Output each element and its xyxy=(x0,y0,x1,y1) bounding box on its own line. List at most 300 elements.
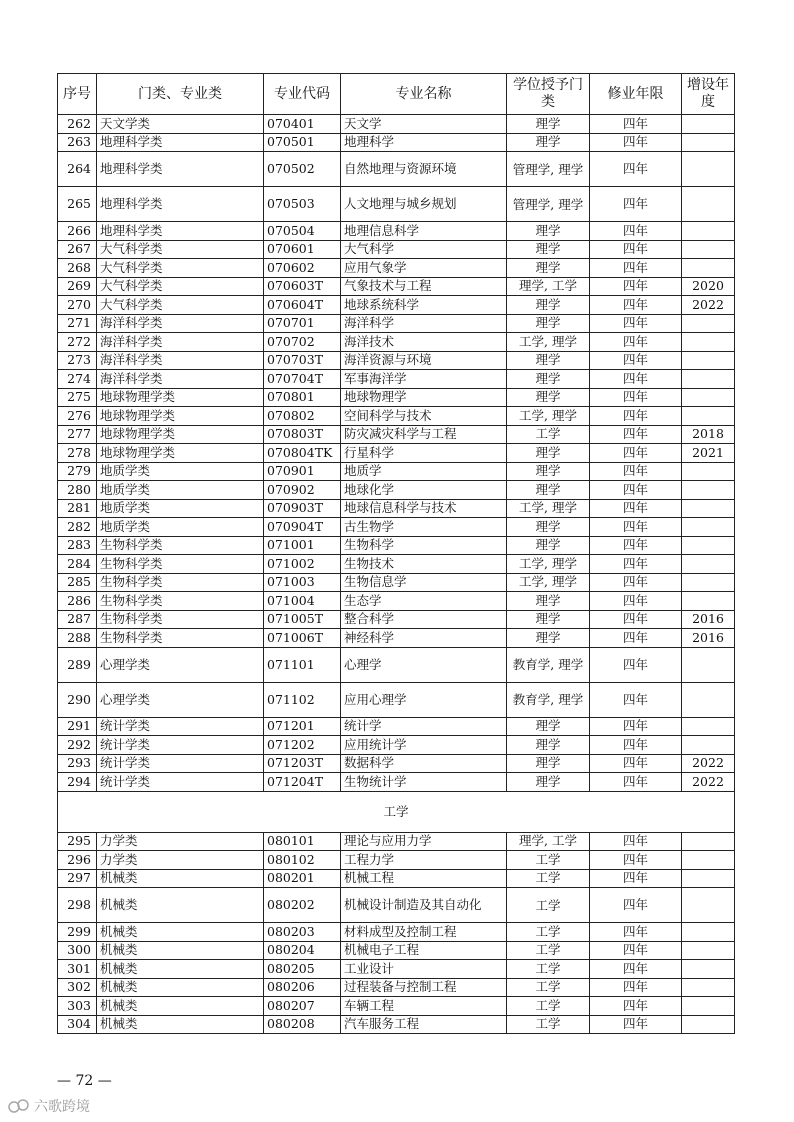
row-category: 统计学类 xyxy=(97,754,264,773)
row-code: 080205 xyxy=(264,960,341,979)
row-years: 四年 xyxy=(590,187,682,222)
row-major-name: 统计学 xyxy=(341,717,507,736)
table-row xyxy=(58,629,735,648)
row-added-year xyxy=(682,314,735,333)
row-number: 279 xyxy=(58,462,97,481)
row-added-year xyxy=(682,518,735,537)
table-row xyxy=(58,481,735,500)
row-category: 大气科学类 xyxy=(97,296,264,315)
row-major-name: 材料成型及控制工程 xyxy=(341,923,507,942)
row-category: 生物科学类 xyxy=(97,555,264,574)
section-title: 工学 xyxy=(58,791,735,832)
row-degree: 理学 xyxy=(507,462,590,481)
row-major-name: 生物统计学 xyxy=(341,773,507,792)
row-category: 地理科学类 xyxy=(97,222,264,241)
row-years: 四年 xyxy=(590,941,682,960)
row-code: 080102 xyxy=(264,851,341,870)
table-row xyxy=(58,773,735,792)
row-degree: 理学 xyxy=(507,717,590,736)
row-years: 四年 xyxy=(590,832,682,851)
header-degree: 学位授予门类 xyxy=(507,74,590,115)
row-years: 四年 xyxy=(590,333,682,352)
row-added-year xyxy=(682,869,735,888)
row-major-name: 汽车服务工程 xyxy=(341,1015,507,1034)
row-major-name: 生物技术 xyxy=(341,555,507,574)
row-degree: 管理学, 理学 xyxy=(507,152,590,187)
row-number: 278 xyxy=(58,444,97,463)
table-row xyxy=(58,888,735,923)
row-major-name: 应用气象学 xyxy=(341,259,507,278)
row-major-name: 防灾减灾科学与工程 xyxy=(341,425,507,444)
row-code: 070901 xyxy=(264,462,341,481)
row-added-year: 2016 xyxy=(682,610,735,629)
row-code: 070702 xyxy=(264,333,341,352)
header-category: 门类、专业类 xyxy=(97,74,264,115)
row-category: 地质学类 xyxy=(97,518,264,537)
row-years: 四年 xyxy=(590,133,682,152)
table-row xyxy=(58,555,735,574)
row-years: 四年 xyxy=(590,296,682,315)
row-number: 267 xyxy=(58,240,97,259)
table-row xyxy=(58,869,735,888)
row-major-name: 古生物学 xyxy=(341,518,507,537)
table-row xyxy=(58,222,735,241)
row-major-name: 机械电子工程 xyxy=(341,941,507,960)
row-degree: 理学 xyxy=(507,592,590,611)
row-degree: 工学 xyxy=(507,978,590,997)
table-row xyxy=(58,997,735,1016)
row-category: 力学类 xyxy=(97,851,264,870)
row-code: 070804TK xyxy=(264,444,341,463)
row-code: 070501 xyxy=(264,133,341,152)
row-category: 生物科学类 xyxy=(97,536,264,555)
row-category: 机械类 xyxy=(97,978,264,997)
row-major-name: 军事海洋学 xyxy=(341,370,507,389)
row-number: 301 xyxy=(58,960,97,979)
row-number: 265 xyxy=(58,187,97,222)
row-number: 291 xyxy=(58,717,97,736)
row-degree: 理学 xyxy=(507,518,590,537)
row-major-name: 地球物理学 xyxy=(341,388,507,407)
watermark-logo-icon xyxy=(8,1098,30,1114)
table-row xyxy=(58,499,735,518)
table-row xyxy=(58,923,735,942)
row-years: 四年 xyxy=(590,610,682,629)
row-code: 070603T xyxy=(264,277,341,296)
row-category: 机械类 xyxy=(97,960,264,979)
row-category: 机械类 xyxy=(97,869,264,888)
row-degree: 理学 xyxy=(507,240,590,259)
row-years: 四年 xyxy=(590,259,682,278)
row-years: 四年 xyxy=(590,444,682,463)
row-added-year xyxy=(682,717,735,736)
row-added-year xyxy=(682,888,735,923)
row-number: 281 xyxy=(58,499,97,518)
row-number: 282 xyxy=(58,518,97,537)
row-number: 273 xyxy=(58,351,97,370)
row-number: 298 xyxy=(58,888,97,923)
row-major-name: 工程力学 xyxy=(341,851,507,870)
row-major-name: 机械工程 xyxy=(341,869,507,888)
row-added-year xyxy=(682,115,735,134)
row-code: 071004 xyxy=(264,592,341,611)
row-added-year: 2020 xyxy=(682,277,735,296)
row-degree: 理学 xyxy=(507,296,590,315)
table-row xyxy=(58,573,735,592)
row-degree: 理学, 工学 xyxy=(507,832,590,851)
row-added-year xyxy=(682,481,735,500)
row-code: 070502 xyxy=(264,152,341,187)
table-row xyxy=(58,682,735,717)
row-years: 四年 xyxy=(590,573,682,592)
header-name: 专业名称 xyxy=(341,74,507,115)
row-number: 275 xyxy=(58,388,97,407)
row-years: 四年 xyxy=(590,555,682,574)
header-row xyxy=(58,74,735,115)
row-added-year xyxy=(682,960,735,979)
row-degree: 理学 xyxy=(507,133,590,152)
row-added-year xyxy=(682,978,735,997)
row-code: 070703T xyxy=(264,351,341,370)
row-major-name: 应用统计学 xyxy=(341,736,507,755)
row-degree: 理学 xyxy=(507,481,590,500)
row-degree: 工学, 理学 xyxy=(507,555,590,574)
row-added-year xyxy=(682,997,735,1016)
row-added-year xyxy=(682,851,735,870)
table-row xyxy=(58,1015,735,1034)
row-number: 269 xyxy=(58,277,97,296)
row-years: 四年 xyxy=(590,518,682,537)
row-category: 机械类 xyxy=(97,997,264,1016)
row-number: 264 xyxy=(58,152,97,187)
row-major-name: 地球信息科学与技术 xyxy=(341,499,507,518)
table-row xyxy=(58,388,735,407)
row-major-name: 地球化学 xyxy=(341,481,507,500)
table-row xyxy=(58,351,735,370)
row-number: 276 xyxy=(58,407,97,426)
row-major-name: 行星科学 xyxy=(341,444,507,463)
row-code: 071101 xyxy=(264,647,341,682)
row-years: 四年 xyxy=(590,462,682,481)
row-years: 四年 xyxy=(590,773,682,792)
header-years: 修业年限 xyxy=(590,74,682,115)
row-degree: 工学 xyxy=(507,869,590,888)
row-code: 070704T xyxy=(264,370,341,389)
row-added-year xyxy=(682,407,735,426)
row-degree: 理学 xyxy=(507,444,590,463)
row-added-year xyxy=(682,647,735,682)
row-added-year xyxy=(682,592,735,611)
row-degree: 理学 xyxy=(507,536,590,555)
row-code: 071005T xyxy=(264,610,341,629)
table-row xyxy=(58,152,735,187)
row-years: 四年 xyxy=(590,388,682,407)
header-added-year: 增设年度 xyxy=(682,74,735,115)
table-section xyxy=(58,791,735,832)
row-years: 四年 xyxy=(590,647,682,682)
row-years: 四年 xyxy=(590,592,682,611)
row-number: 300 xyxy=(58,941,97,960)
row-category: 统计学类 xyxy=(97,717,264,736)
row-years: 四年 xyxy=(590,115,682,134)
row-number: 262 xyxy=(58,115,97,134)
row-category: 海洋科学类 xyxy=(97,314,264,333)
row-years: 四年 xyxy=(590,277,682,296)
row-degree: 工学 xyxy=(507,851,590,870)
row-degree: 工学 xyxy=(507,888,590,923)
row-code: 070504 xyxy=(264,222,341,241)
row-major-name: 车辆工程 xyxy=(341,997,507,1016)
row-major-name: 地理信息科学 xyxy=(341,222,507,241)
row-years: 四年 xyxy=(590,629,682,648)
row-added-year xyxy=(682,941,735,960)
row-category: 地质学类 xyxy=(97,499,264,518)
row-number: 293 xyxy=(58,754,97,773)
table-row xyxy=(58,536,735,555)
row-major-name: 工业设计 xyxy=(341,960,507,979)
row-years: 四年 xyxy=(590,481,682,500)
row-degree: 理学 xyxy=(507,773,590,792)
row-added-year: 2022 xyxy=(682,773,735,792)
row-number: 296 xyxy=(58,851,97,870)
row-added-year: 2018 xyxy=(682,425,735,444)
row-degree: 理学 xyxy=(507,115,590,134)
row-category: 心理学类 xyxy=(97,647,264,682)
row-number: 283 xyxy=(58,536,97,555)
table-row xyxy=(58,592,735,611)
row-category: 地球物理学类 xyxy=(97,388,264,407)
row-added-year xyxy=(682,536,735,555)
row-category: 力学类 xyxy=(97,832,264,851)
row-years: 四年 xyxy=(590,499,682,518)
row-code: 070802 xyxy=(264,407,341,426)
row-category: 生物科学类 xyxy=(97,592,264,611)
major-catalog-table xyxy=(57,73,735,1034)
row-degree: 工学 xyxy=(507,425,590,444)
row-code: 070801 xyxy=(264,388,341,407)
row-code: 071001 xyxy=(264,536,341,555)
row-years: 四年 xyxy=(590,152,682,187)
row-category: 生物科学类 xyxy=(97,573,264,592)
row-added-year xyxy=(682,351,735,370)
row-degree: 教育学, 理学 xyxy=(507,682,590,717)
table-row xyxy=(58,277,735,296)
row-years: 四年 xyxy=(590,314,682,333)
row-degree: 理学 xyxy=(507,610,590,629)
row-code: 070902 xyxy=(264,481,341,500)
row-major-name: 理论与应用力学 xyxy=(341,832,507,851)
row-number: 268 xyxy=(58,259,97,278)
watermark xyxy=(8,1096,90,1116)
row-code: 071102 xyxy=(264,682,341,717)
row-major-name: 数据科学 xyxy=(341,754,507,773)
row-degree: 理学, 工学 xyxy=(507,277,590,296)
row-category: 地理科学类 xyxy=(97,187,264,222)
row-code: 080101 xyxy=(264,832,341,851)
row-years: 四年 xyxy=(590,1015,682,1034)
row-degree: 工学, 理学 xyxy=(507,407,590,426)
row-added-year xyxy=(682,388,735,407)
row-years: 四年 xyxy=(590,978,682,997)
row-number: 266 xyxy=(58,222,97,241)
row-category: 海洋科学类 xyxy=(97,370,264,389)
row-category: 地理科学类 xyxy=(97,152,264,187)
row-years: 四年 xyxy=(590,370,682,389)
row-added-year xyxy=(682,832,735,851)
row-years: 四年 xyxy=(590,222,682,241)
row-category: 生物科学类 xyxy=(97,629,264,648)
row-degree: 工学 xyxy=(507,941,590,960)
row-years: 四年 xyxy=(590,888,682,923)
row-major-name: 生态学 xyxy=(341,592,507,611)
row-added-year xyxy=(682,370,735,389)
row-number: 277 xyxy=(58,425,97,444)
header-no: 序号 xyxy=(58,74,97,115)
row-degree: 教育学, 理学 xyxy=(507,647,590,682)
row-number: 297 xyxy=(58,869,97,888)
row-number: 286 xyxy=(58,592,97,611)
row-added-year xyxy=(682,923,735,942)
row-code: 080204 xyxy=(264,941,341,960)
row-degree: 工学 xyxy=(507,997,590,1016)
row-years: 四年 xyxy=(590,717,682,736)
row-degree: 理学 xyxy=(507,754,590,773)
row-category: 地质学类 xyxy=(97,462,264,481)
table-row xyxy=(58,462,735,481)
row-number: 294 xyxy=(58,773,97,792)
row-code: 080207 xyxy=(264,997,341,1016)
row-code: 071003 xyxy=(264,573,341,592)
table-row xyxy=(58,444,735,463)
table-row xyxy=(58,960,735,979)
row-category: 心理学类 xyxy=(97,682,264,717)
watermark-text: 六歌跨境 xyxy=(34,1099,90,1115)
row-major-name: 自然地理与资源环境 xyxy=(341,152,507,187)
row-added-year xyxy=(682,259,735,278)
row-category: 海洋科学类 xyxy=(97,351,264,370)
row-degree: 理学 xyxy=(507,736,590,755)
row-number: 292 xyxy=(58,736,97,755)
row-number: 274 xyxy=(58,370,97,389)
row-category: 机械类 xyxy=(97,888,264,923)
row-major-name: 大气科学 xyxy=(341,240,507,259)
row-added-year xyxy=(682,736,735,755)
table-row xyxy=(58,115,735,134)
row-category: 机械类 xyxy=(97,941,264,960)
table-row xyxy=(58,333,735,352)
row-category: 大气科学类 xyxy=(97,240,264,259)
row-code: 070903T xyxy=(264,499,341,518)
table-row xyxy=(58,187,735,222)
row-number: 263 xyxy=(58,133,97,152)
row-degree: 工学 xyxy=(507,1015,590,1034)
row-category: 地理科学类 xyxy=(97,133,264,152)
row-years: 四年 xyxy=(590,960,682,979)
row-major-name: 整合科学 xyxy=(341,610,507,629)
row-number: 290 xyxy=(58,682,97,717)
row-major-name: 心理学 xyxy=(341,647,507,682)
row-category: 天文学类 xyxy=(97,115,264,134)
row-degree: 理学 xyxy=(507,370,590,389)
row-code: 070503 xyxy=(264,187,341,222)
row-code: 070602 xyxy=(264,259,341,278)
table-body-engineering xyxy=(58,832,735,1034)
row-code: 070401 xyxy=(264,115,341,134)
row-category: 地球物理学类 xyxy=(97,444,264,463)
row-number: 289 xyxy=(58,647,97,682)
row-added-year xyxy=(682,1015,735,1034)
row-code: 071202 xyxy=(264,736,341,755)
row-code: 080201 xyxy=(264,869,341,888)
row-added-year xyxy=(682,333,735,352)
row-number: 302 xyxy=(58,978,97,997)
row-years: 四年 xyxy=(590,240,682,259)
row-code: 071006T xyxy=(264,629,341,648)
header-code: 专业代码 xyxy=(264,74,341,115)
table-row xyxy=(58,240,735,259)
row-category: 统计学类 xyxy=(97,773,264,792)
row-degree: 工学 xyxy=(507,923,590,942)
row-code: 070904T xyxy=(264,518,341,537)
row-major-name: 神经科学 xyxy=(341,629,507,648)
row-major-name: 天文学 xyxy=(341,115,507,134)
table-row xyxy=(58,407,735,426)
row-code: 070604T xyxy=(264,296,341,315)
row-degree: 工学, 理学 xyxy=(507,573,590,592)
table-body-science xyxy=(58,115,735,792)
row-code: 071201 xyxy=(264,717,341,736)
row-code: 070803T xyxy=(264,425,341,444)
table-row xyxy=(58,133,735,152)
row-added-year: 2021 xyxy=(682,444,735,463)
row-number: 287 xyxy=(58,610,97,629)
row-number: 288 xyxy=(58,629,97,648)
table-row xyxy=(58,314,735,333)
table-row xyxy=(58,370,735,389)
table-row xyxy=(58,259,735,278)
table-row xyxy=(58,736,735,755)
row-major-name: 机械设计制造及其自动化 xyxy=(341,888,507,923)
row-code: 070601 xyxy=(264,240,341,259)
section-row xyxy=(58,791,735,832)
row-degree: 理学 xyxy=(507,388,590,407)
page-number: — 72 — xyxy=(57,1073,112,1089)
row-code: 070701 xyxy=(264,314,341,333)
row-years: 四年 xyxy=(590,997,682,1016)
row-degree: 理学 xyxy=(507,259,590,278)
row-years: 四年 xyxy=(590,736,682,755)
row-degree: 理学 xyxy=(507,351,590,370)
row-added-year xyxy=(682,462,735,481)
row-years: 四年 xyxy=(590,851,682,870)
row-added-year: 2016 xyxy=(682,629,735,648)
row-years: 四年 xyxy=(590,923,682,942)
row-major-name: 空间科学与技术 xyxy=(341,407,507,426)
table-row xyxy=(58,754,735,773)
row-major-name: 地球系统科学 xyxy=(341,296,507,315)
row-category: 地球物理学类 xyxy=(97,425,264,444)
row-number: 271 xyxy=(58,314,97,333)
row-major-name: 生物信息学 xyxy=(341,573,507,592)
row-code: 071002 xyxy=(264,555,341,574)
row-code: 071204T xyxy=(264,773,341,792)
row-added-year xyxy=(682,682,735,717)
row-number: 280 xyxy=(58,481,97,500)
row-years: 四年 xyxy=(590,536,682,555)
table-row xyxy=(58,978,735,997)
row-years: 四年 xyxy=(590,682,682,717)
row-number: 284 xyxy=(58,555,97,574)
